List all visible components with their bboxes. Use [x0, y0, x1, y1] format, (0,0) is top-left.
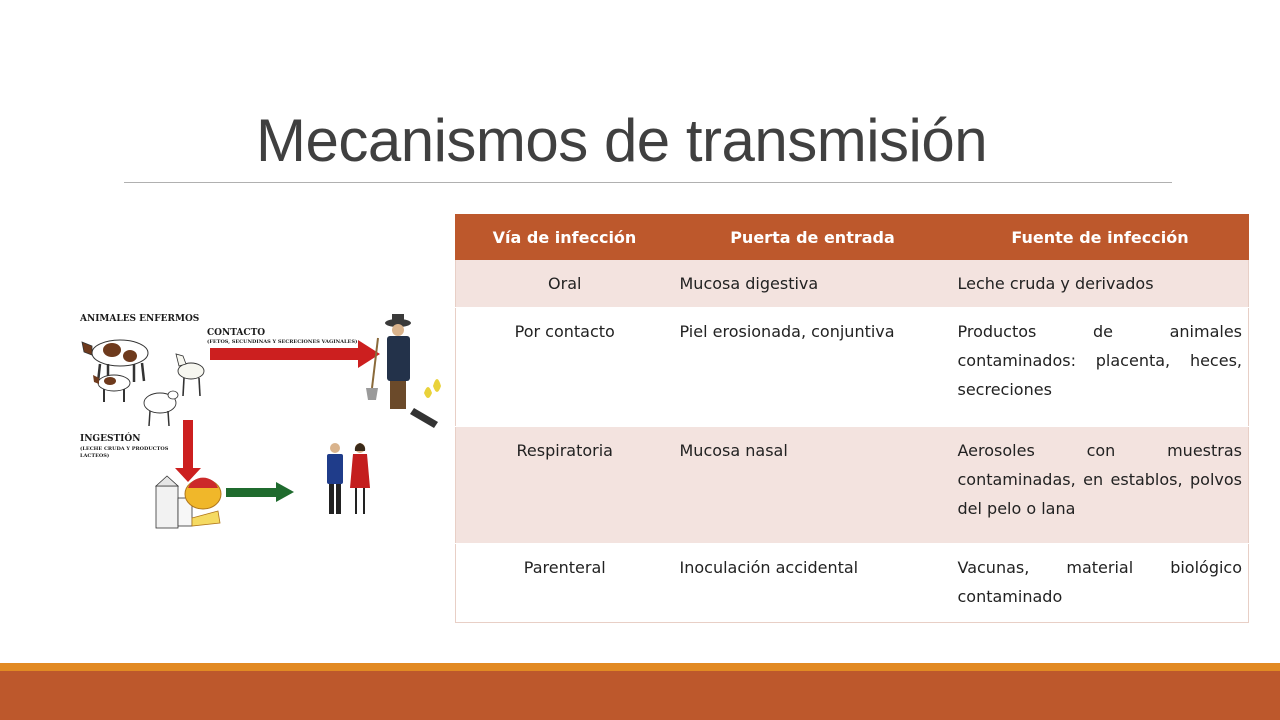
label-contact: CONTACTO	[207, 328, 266, 338]
cell-entry: Inoculación accidental	[674, 544, 952, 623]
header-route: Vía de infección	[456, 215, 674, 260]
label-ingestion: INGESTIÓN	[80, 434, 141, 444]
footer-bar	[0, 671, 1280, 720]
cell-entry: Mucosa digestiva	[674, 260, 952, 308]
table-row	[456, 308, 1249, 427]
transmission-table	[455, 214, 1249, 623]
cell-route: Respiratoria	[456, 427, 674, 544]
cell-source: Aerosoles con muestras contaminadas, en establos, polvos del pelo o lana	[952, 427, 1249, 544]
sheep-icon	[144, 391, 178, 426]
goat-icon	[176, 354, 204, 396]
cell-route: Parenteral	[456, 544, 674, 623]
slide-title: Mecanismos de transmisión	[256, 107, 988, 174]
cell-route: Oral	[456, 260, 674, 308]
table-row	[456, 427, 1249, 544]
transmission-diagram	[78, 308, 448, 538]
hazard-flame-icon	[410, 379, 441, 428]
title-divider	[124, 182, 1172, 183]
table-header-row	[456, 215, 1249, 260]
footer-accent-line	[0, 663, 1280, 671]
label-sick-animals: ANIMALES ENFERMOS	[80, 314, 200, 324]
cell-source: Productos de animales contaminados: placenta, heces, secreciones	[952, 308, 1249, 427]
dairy-products-icon	[156, 476, 221, 528]
header-entry: Puerta de entrada	[674, 215, 952, 260]
table-row	[456, 544, 1249, 623]
people-icon	[327, 443, 370, 514]
label-ingestion-detail-1: (LECHE CRUDA Y PRODUCTOS	[80, 446, 169, 452]
header-source: Fuente de infección	[952, 215, 1249, 260]
label-ingestion-detail-2: LACTEOS)	[80, 453, 110, 459]
cell-source: Leche cruda y derivados	[952, 260, 1249, 308]
ingestion-arrow-icon	[175, 420, 201, 482]
cell-source: Vacunas, material biológico contaminado	[952, 544, 1249, 623]
cell-entry: Piel erosionada, conjuntiva	[674, 308, 952, 427]
cell-entry: Mucosa nasal	[674, 427, 952, 544]
consumption-arrow-icon	[226, 482, 294, 502]
farmer-icon	[366, 314, 411, 409]
label-contact-detail: (FETOS, SECUNDINAS Y SECRECIONES VAGINALES)	[207, 339, 358, 345]
cell-route: Por contacto	[456, 308, 674, 427]
calf-icon	[93, 375, 130, 402]
table-row	[456, 260, 1249, 308]
